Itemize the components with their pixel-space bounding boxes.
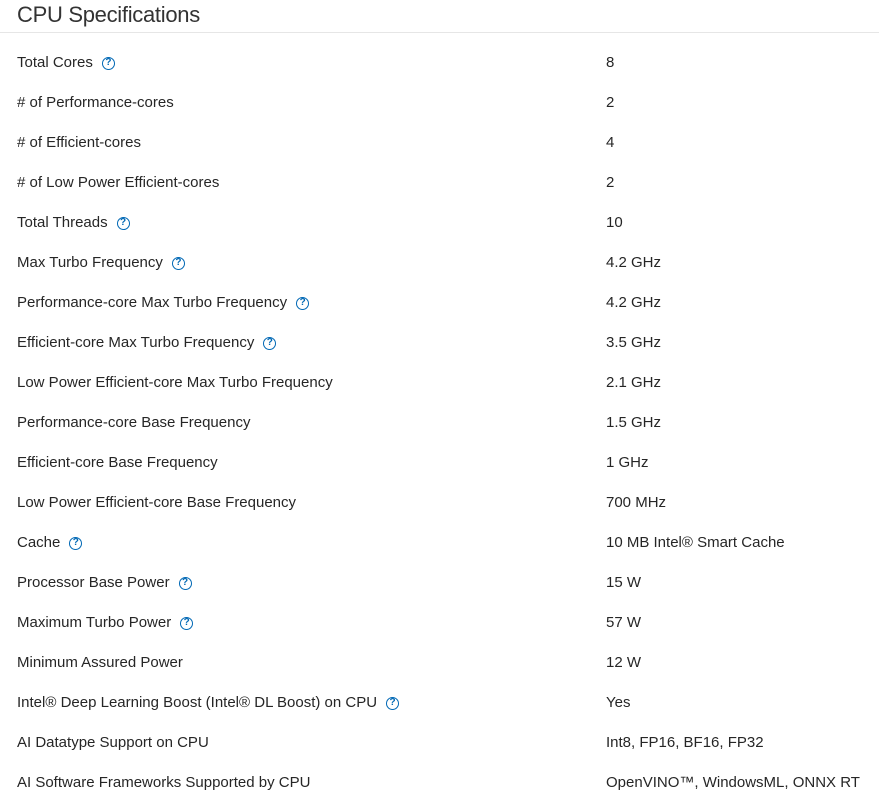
spec-row [0,403,879,443]
spec-label: AI Software Frameworks Supported by CPU [17,774,311,791]
spec-row [0,283,879,323]
spec-value: 1.5 GHz [606,414,662,431]
spec-label: Total Cores [17,54,93,71]
spec-label-group [17,374,333,392]
spec-label-group [17,294,309,312]
help-icon[interactable]: ? [386,697,399,710]
spec-label: Processor Base Power [17,574,170,591]
spec-value: 8 [606,54,615,71]
spec-label-group [17,334,276,352]
spec-value: 700 MHz [606,494,667,511]
section-header [0,0,879,33]
spec-row [0,203,879,243]
spec-value: 3.5 GHz [606,334,662,351]
spec-row [0,483,879,523]
spec-value: 2 [606,94,615,111]
spec-label-group [17,534,82,552]
help-icon[interactable]: ? [102,57,115,70]
spec-row [0,643,879,683]
spec-label-group [17,414,250,432]
section-title: CPU Specifications [17,2,200,27]
spec-row [0,123,879,163]
spec-row [0,243,879,283]
spec-row [0,83,879,123]
help-icon[interactable]: ? [69,537,82,550]
spec-label-group [17,494,296,512]
spec-label: Low Power Efficient-core Max Turbo Frequency [17,374,333,391]
spec-label-group [17,614,193,632]
help-icon[interactable]: ? [263,337,276,350]
spec-label: Intel® Deep Learning Boost (Intel® DL Boost) on CPU [17,694,378,711]
help-icon[interactable]: ? [117,217,130,230]
help-icon[interactable]: ? [180,617,193,630]
spec-value: 57 W [606,614,642,631]
spec-label-group [17,654,183,672]
spec-row [0,363,879,403]
spec-label: Low Power Efficient-core Base Frequency [17,494,297,511]
spec-value: OpenVINO™, WindowsML, ONNX RT [606,774,860,791]
spec-value: 12 W [606,654,642,671]
spec-label-group [17,54,115,72]
help-icon[interactable]: ? [296,297,309,310]
spec-label-group [17,774,310,792]
spec-label: Efficient-core Base Frequency [17,454,218,471]
spec-list [0,43,879,803]
spec-label: AI Datatype Support on CPU [17,734,209,751]
help-icon[interactable]: ? [172,257,185,270]
spec-row [0,43,879,83]
spec-label: Maximum Turbo Power [17,614,172,631]
spec-value: Yes [606,694,631,711]
spec-row [0,563,879,603]
spec-value: 15 W [606,574,642,591]
spec-label-group [17,454,218,472]
spec-label: Minimum Assured Power [17,654,183,671]
spec-label: Performance-core Max Turbo Frequency [17,294,288,311]
spec-value: 2 [606,174,615,191]
spec-value: 4.2 GHz [606,294,662,311]
spec-value: 1 GHz [606,454,649,471]
help-icon[interactable]: ? [179,577,192,590]
spec-label: Cache [17,534,61,551]
spec-row [0,443,879,483]
spec-label: Max Turbo Frequency [17,254,163,271]
spec-row [0,603,879,643]
spec-label-group [17,134,141,152]
spec-label-group [17,574,192,592]
spec-value: Int8, FP16, BF16, FP32 [606,734,764,751]
spec-label: Efficient-core Max Turbo Frequency [17,334,255,351]
spec-value: 4 [606,134,615,151]
spec-label-group [17,254,185,272]
spec-row [0,723,879,763]
spec-row [0,523,879,563]
spec-label: # of Performance-cores [17,94,174,111]
spec-label: # of Efficient-cores [17,134,141,151]
spec-value: 10 [606,214,623,231]
spec-row [0,163,879,203]
spec-label-group [17,694,399,712]
spec-label-group [17,174,219,192]
spec-value: 4.2 GHz [606,254,662,271]
spec-label-group [17,214,130,232]
spec-row [0,683,879,723]
spec-label: # of Low Power Efficient-cores [17,174,220,191]
spec-label: Performance-core Base Frequency [17,414,251,431]
spec-label: Total Threads [17,214,108,231]
spec-label-group [17,734,209,752]
spec-row [0,323,879,363]
spec-row [0,763,879,803]
spec-value: 2.1 GHz [606,374,662,391]
spec-label-group [17,94,174,112]
spec-value: 10 MB Intel® Smart Cache [606,534,785,551]
